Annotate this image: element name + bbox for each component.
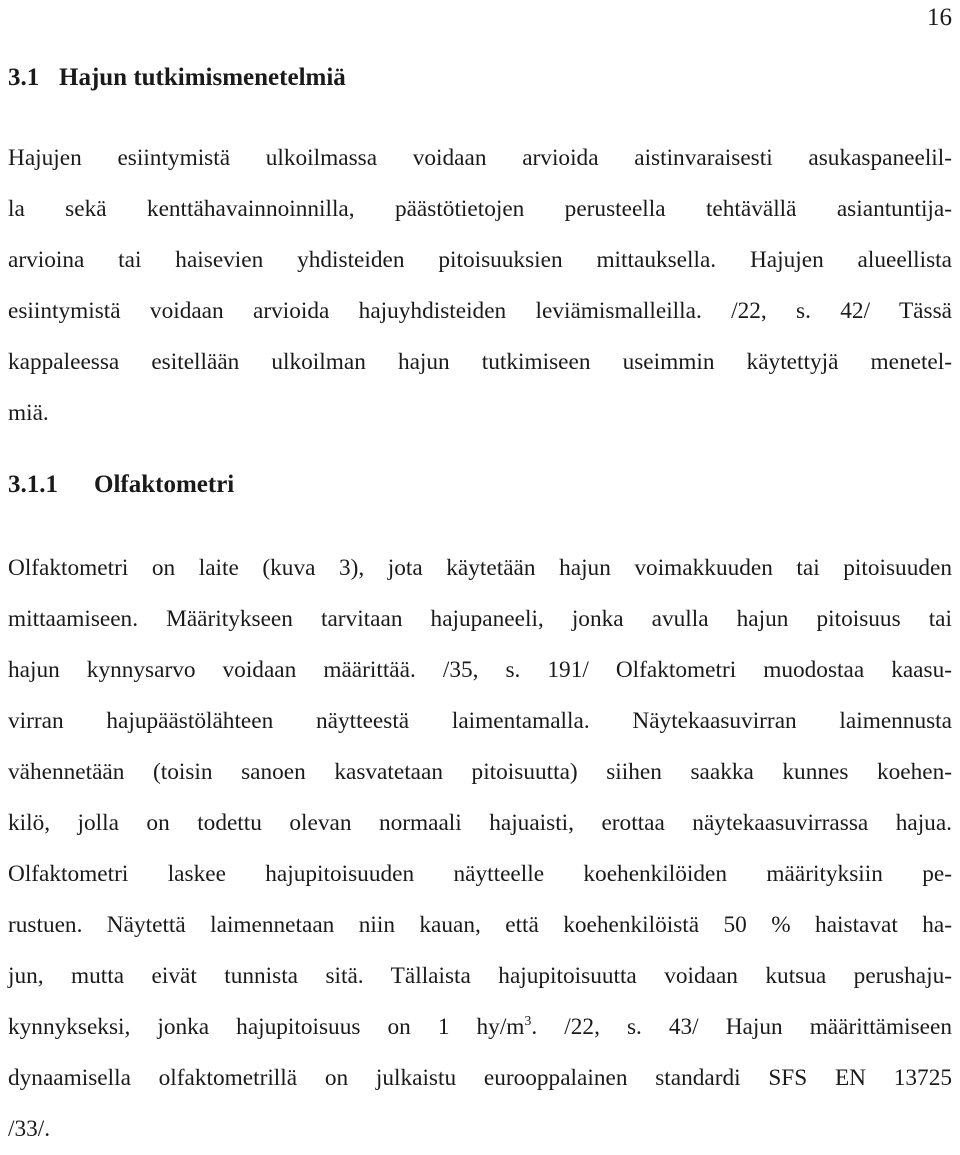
paragraph-line: arvioina tai haisevien yhdisteiden pitoisuuksien mittauksella. Hajujen alueellista: [8, 247, 952, 273]
subsection-number: 3.1.1: [8, 471, 58, 498]
paragraph-line: mittaamiseen. Määritykseen tarvitaan hajupaneeli, jonka avulla hajun pitoisuus tai: [8, 606, 952, 632]
paragraph-line: virran hajupäästölähteen näytteestä laimentamalla. Näytekaasuvirran laimennusta: [8, 708, 952, 734]
unit-line-after: . /22, s. 43/ Hajun määrittämiseen: [531, 1014, 952, 1040]
unit-superscript: 3: [524, 1014, 532, 1029]
paragraph-line: la sekä kenttähavainnoinnilla, päästötietojen perusteella tehtävällä asiantuntija-: [8, 196, 952, 222]
paragraph-line: Olfaktometri on laite (kuva 3), jota käytetään hajun voimakkuuden tai pitoisuuden: [8, 555, 952, 581]
paragraph-line: rustuen. Näytettä laimennetaan niin kauan, että koehenkilöistä 50 % haistavat ha-: [8, 912, 952, 938]
paragraph-line: Hajujen esiintymistä ulkoilmassa voidaan arvioida aistinvaraisesti asukaspaneelil-: [8, 145, 952, 171]
paragraph-line: /33/.: [8, 1116, 51, 1142]
paragraph-line: [8, 1002, 952, 1053]
paragraph-line: jun, mutta eivät tunnista sitä. Tällaista hajupitoisuutta voidaan kutsua perushaju-: [8, 963, 952, 989]
paragraph-line: esiintymistä voidaan arvioida hajuyhdisteiden leviämismalleilla. /22, s. 42/ Tässä: [8, 298, 952, 324]
paragraph-line: kilö, jolla on todettu olevan normaali hajuaisti, erottaa näytekaasuvirrassa hajua.: [8, 810, 952, 836]
section-heading: [8, 64, 346, 92]
section-paragraph: [8, 133, 952, 439]
paragraph-line: Olfaktometri laskee hajupitoisuuden näytteelle koehenkilöiden määrityksiin pe-: [8, 861, 952, 887]
subsection-heading: [8, 471, 234, 499]
paragraph-line: vähennetään (toisin sanoen kasvatetaan pitoisuutta) siihen saakka kunnes koehen-: [8, 759, 952, 785]
paragraph-line: miä.: [8, 400, 49, 426]
section-title: Hajun tutkimismenetelmiä: [59, 64, 346, 91]
subsection-title: Olfaktometri: [94, 471, 235, 498]
unit-line-before: kynnykseksi, jonka hajupitoisuus on 1 hy/m: [8, 1014, 525, 1040]
paragraph-line: hajun kynnysarvo voidaan määrittää. /35, s. 191/ Olfaktometri muodostaa kaasu-: [8, 657, 952, 683]
section-number: 3.1: [8, 64, 40, 91]
paragraph-line: dynaamisella olfaktometrillä on julkaistu eurooppalainen standardi SFS EN 13725: [8, 1065, 952, 1091]
page-number: 16: [927, 4, 952, 31]
subsection-paragraph: [8, 543, 952, 1155]
paragraph-line: kappaleessa esitellään ulkoilman hajun tutkimiseen useimmin käytettyjä menetel-: [8, 349, 952, 375]
